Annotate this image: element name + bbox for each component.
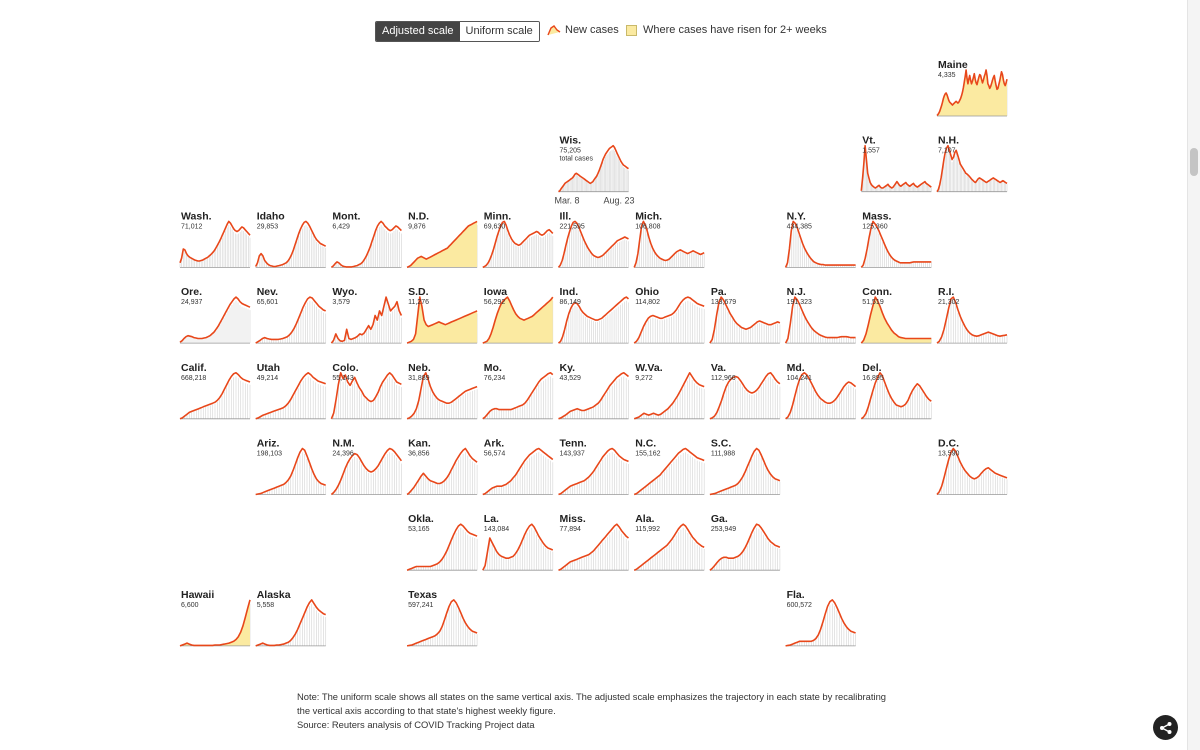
state-name-label: S.D. bbox=[408, 286, 429, 299]
state-total-label: 155,162 bbox=[635, 450, 661, 458]
state-name-label: Del. bbox=[862, 361, 882, 374]
state-name-label: N.H. bbox=[938, 134, 959, 147]
state-total-label: 24,937 bbox=[181, 299, 203, 307]
state-total-label: 114,802 bbox=[635, 299, 660, 307]
state-total-label: 65,601 bbox=[256, 299, 279, 307]
state-total-label: 9,272 bbox=[635, 374, 653, 382]
state-panel-mich bbox=[634, 210, 704, 267]
state-panel-ind bbox=[559, 286, 629, 343]
state-total-label: 56,292 bbox=[483, 299, 506, 307]
state-total-label: 69,630 bbox=[483, 223, 506, 231]
state-total-label: 24,396 bbox=[332, 450, 354, 458]
state-total-label: 133,679 bbox=[710, 299, 737, 307]
state-panel-del bbox=[861, 362, 931, 419]
state-total-label: 7,107 bbox=[938, 147, 956, 155]
state-name-label: Okla. bbox=[408, 513, 434, 526]
state-name-label: N.Y. bbox=[786, 210, 806, 223]
state-total-label: 253,949 bbox=[710, 526, 737, 534]
state-panel-tenn bbox=[559, 438, 629, 495]
state-panel-ohio bbox=[634, 286, 704, 343]
state-total-label: 668,218 bbox=[181, 374, 207, 382]
state-panel-pa bbox=[710, 286, 780, 343]
state-total-label: 221,595 bbox=[559, 223, 585, 231]
state-name-label: N.D. bbox=[408, 210, 430, 223]
state-name-label: Minn. bbox=[483, 210, 512, 223]
state-total-label: 4,335 bbox=[938, 72, 956, 79]
state-name-label: Mass. bbox=[862, 210, 892, 223]
state-name-label: Wyo. bbox=[332, 286, 358, 299]
state-panel-nev bbox=[256, 286, 326, 343]
state-name-label: Fla. bbox=[786, 588, 805, 601]
state-panel-ga bbox=[710, 513, 780, 570]
legend-risen-label: Where cases have risen for 2+ weeks bbox=[643, 24, 827, 36]
state-panel-colo bbox=[331, 362, 401, 419]
state-name-label: Colo. bbox=[332, 361, 359, 374]
note-text: Note: The uniform scale shows all states on the same vertical axis. The adjusted scale emphasizes the trajectory in each state by recalibrating the vertical axis according to that state's highest weekly figure. bbox=[297, 691, 887, 716]
scrollbar[interactable] bbox=[1187, 0, 1200, 750]
state-name-label: Maine bbox=[938, 59, 968, 71]
state-panel-n-c bbox=[634, 438, 704, 495]
state-name-label: Ga. bbox=[710, 513, 728, 526]
state-name-label: Ark. bbox=[483, 437, 505, 450]
uniform-scale-button[interactable]: Uniform scale bbox=[460, 22, 539, 41]
state-panel-miss bbox=[559, 513, 629, 570]
state-panel-ill bbox=[559, 210, 629, 267]
state-panel-wis bbox=[555, 135, 635, 206]
state-panel-r-i bbox=[937, 286, 1007, 343]
state-panel-vt bbox=[861, 135, 931, 192]
state-total-label: 143,084 bbox=[483, 526, 510, 534]
state-name-label: Ala. bbox=[635, 513, 655, 526]
x-axis-start-tick: Mar. 8 bbox=[554, 195, 580, 206]
state-total-label: 16,895 bbox=[862, 374, 884, 382]
state-name-label: Ariz. bbox=[256, 437, 280, 450]
state-name-label: N.M. bbox=[332, 437, 355, 450]
state-total-label: 597,241 bbox=[408, 601, 434, 609]
state-total-label: 49,214 bbox=[256, 374, 279, 382]
state-name-label: Ohio bbox=[635, 286, 660, 299]
state-panel-idaho bbox=[256, 210, 326, 267]
share-icon bbox=[1159, 721, 1173, 735]
share-button[interactable] bbox=[1153, 715, 1178, 740]
state-total-label: 106,808 bbox=[635, 223, 661, 231]
state-name-label: Miss. bbox=[559, 513, 586, 526]
state-name-label: Md. bbox=[786, 361, 805, 374]
state-panel-wyo bbox=[331, 286, 401, 343]
state-total-label: 11,276 bbox=[408, 299, 429, 307]
state-name-label: Wash. bbox=[181, 210, 212, 223]
state-total-label: 51,519 bbox=[862, 299, 884, 307]
state-panel-ark bbox=[483, 438, 553, 495]
state-panel-md bbox=[786, 362, 856, 419]
state-name-label: R.I. bbox=[938, 286, 955, 299]
state-panel-va bbox=[710, 362, 780, 419]
state-panel-kan bbox=[407, 438, 477, 495]
state-name-label: Alaska bbox=[256, 588, 291, 601]
state-panel-w-va bbox=[634, 362, 704, 419]
state-total-label: 115,992 bbox=[635, 526, 660, 534]
state-total-label: 36,856 bbox=[408, 450, 430, 458]
state-panel-n-y bbox=[786, 210, 856, 267]
state-panel-texas bbox=[407, 589, 477, 646]
state-name-label: Calif. bbox=[181, 361, 207, 374]
state-panel-d-c bbox=[937, 438, 1007, 495]
state-panel-maine bbox=[937, 59, 1007, 116]
state-panel-okla bbox=[407, 513, 477, 570]
state-total-label: 56,574 bbox=[483, 450, 506, 458]
state-total-label: 43,529 bbox=[559, 374, 581, 382]
state-name-label: W.Va. bbox=[635, 361, 663, 374]
state-total-label: 104,241 bbox=[786, 374, 812, 382]
state-name-label: Iowa bbox=[483, 286, 508, 299]
state-panel-ala bbox=[634, 513, 704, 570]
state-name-label: Ill. bbox=[559, 210, 572, 223]
state-total-label: 31,889 bbox=[408, 374, 430, 382]
state-panel-s-c bbox=[710, 438, 780, 495]
x-axis-end-tick: Aug. 23 bbox=[603, 195, 635, 206]
state-name-label: Neb. bbox=[408, 361, 431, 374]
state-panel-conn bbox=[861, 286, 931, 343]
state-name-label: Ky. bbox=[559, 361, 576, 374]
adjusted-scale-button[interactable]: Adjusted scale bbox=[376, 22, 460, 41]
state-panel-hawaii bbox=[180, 589, 250, 646]
state-panel-alaska bbox=[256, 589, 326, 646]
state-total-label: 3,579 bbox=[332, 299, 350, 307]
state-total-label: 112,966 bbox=[710, 374, 736, 382]
state-name-label: D.C. bbox=[938, 437, 959, 450]
state-name-label: Kan. bbox=[408, 437, 431, 450]
state-total-label: 29,853 bbox=[256, 223, 279, 231]
state-total-label: 86,149 bbox=[559, 299, 581, 307]
state-total-label: 9,876 bbox=[408, 223, 426, 231]
state-name-label: Conn. bbox=[862, 286, 893, 299]
state-panel-neb bbox=[407, 362, 477, 419]
state-total-label: 53,165 bbox=[408, 526, 430, 534]
state-name-label: Wis. bbox=[559, 134, 581, 147]
state-name-label: Mo. bbox=[483, 361, 502, 374]
state-panel-mass bbox=[861, 210, 931, 267]
source-text: Source: Reuters analysis of COVID Tracking Project data bbox=[297, 719, 535, 730]
state-total-label: 77,894 bbox=[559, 526, 581, 534]
state-panel-n-d bbox=[407, 210, 477, 267]
state-total-label: 600,572 bbox=[786, 601, 812, 609]
state-name-label: Tenn. bbox=[559, 437, 587, 450]
state-total-label: 6,429 bbox=[332, 223, 350, 231]
state-panel-calif bbox=[180, 362, 250, 419]
state-name-label: Ore. bbox=[181, 286, 203, 299]
state-total-label: 13,590 bbox=[938, 450, 960, 458]
state-name-label: Hawaii bbox=[181, 588, 215, 601]
state-panel-n-h bbox=[937, 135, 1007, 192]
state-name-label: Mont. bbox=[332, 210, 361, 223]
chart-note bbox=[297, 690, 897, 732]
state-total-label: 21,302 bbox=[938, 299, 960, 307]
state-total-label: 75,205 bbox=[559, 147, 581, 155]
total-cases-caption: total cases bbox=[559, 155, 593, 163]
state-panel-utah bbox=[256, 362, 326, 419]
state-total-label: 55,143 bbox=[332, 374, 354, 382]
state-panel-ariz bbox=[256, 438, 326, 495]
state-name-label: Utah bbox=[256, 361, 281, 374]
state-name-label: Ind. bbox=[559, 286, 579, 299]
state-panel-mo bbox=[483, 362, 553, 419]
state-panel-minn bbox=[483, 210, 553, 267]
state-total-label: 434,385 bbox=[786, 223, 812, 231]
state-name-label: N.J. bbox=[786, 286, 806, 299]
state-name-label: N.C. bbox=[635, 437, 657, 450]
state-total-label: 191,323 bbox=[786, 299, 812, 307]
state-name-label: La. bbox=[483, 513, 499, 526]
state-total-label: 6,600 bbox=[181, 601, 199, 609]
state-name-label: S.C. bbox=[710, 437, 732, 450]
state-panel-s-d bbox=[407, 286, 477, 343]
scrollbar-thumb[interactable] bbox=[1190, 148, 1198, 176]
state-total-label: 111,988 bbox=[710, 450, 736, 458]
state-panel-ore bbox=[180, 286, 250, 343]
state-total-label: 5,558 bbox=[256, 601, 275, 609]
state-name-label: Vt. bbox=[862, 134, 876, 147]
state-name-label: Nev. bbox=[256, 286, 279, 299]
state-panel-n-m bbox=[331, 438, 401, 495]
state-total-label: 71,012 bbox=[181, 223, 203, 231]
state-total-label: 143,937 bbox=[559, 450, 585, 458]
state-panel-la bbox=[483, 513, 553, 570]
state-panel-fla bbox=[786, 589, 856, 646]
state-panel-mont bbox=[331, 210, 401, 267]
state-total-label: 125,360 bbox=[862, 223, 888, 231]
state-panel-iowa bbox=[483, 286, 553, 343]
state-panel-n-j bbox=[786, 286, 856, 343]
state-name-label: Mich. bbox=[635, 210, 663, 223]
state-name-label: Texas bbox=[408, 588, 438, 601]
state-panel-ky bbox=[559, 362, 629, 419]
state-total-label: 198,103 bbox=[256, 450, 283, 458]
state-total-label: 1,557 bbox=[862, 147, 880, 155]
state-name-label: Va. bbox=[710, 361, 727, 374]
state-name-label: Pa. bbox=[710, 286, 727, 299]
state-name-label: Idaho bbox=[256, 210, 285, 223]
state-total-label: 76,234 bbox=[483, 374, 506, 382]
state-panel-wash bbox=[180, 210, 250, 267]
legend-new-cases-label: New cases bbox=[565, 24, 619, 36]
